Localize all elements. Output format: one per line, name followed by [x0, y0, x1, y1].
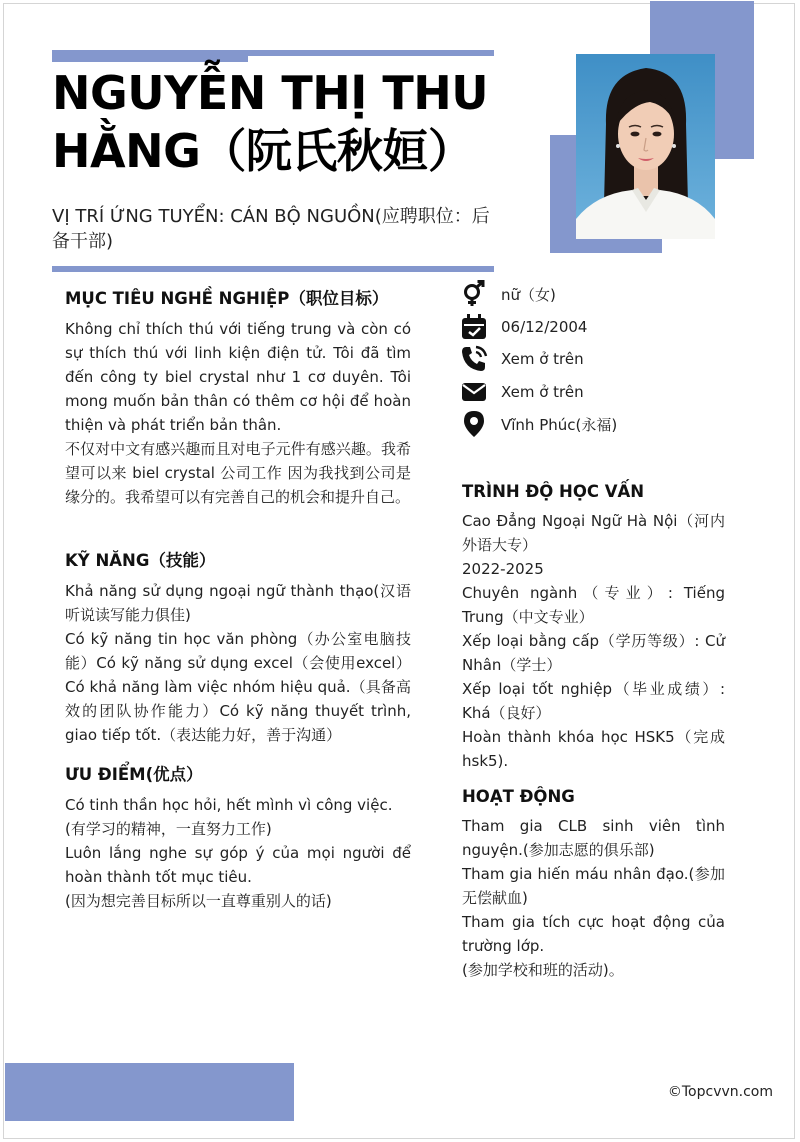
contact-birthdate: [460, 311, 760, 344]
skills-title: KỸ NĂNG（技能）: [65, 551, 216, 570]
activities-item: Tham gia tích cực hoạt động của trường lớp.: [462, 913, 725, 955]
email-icon: [460, 378, 488, 406]
footer-accent-block: [5, 1063, 294, 1121]
activities-item: Tham gia hiến máu nhân đạo.(参加无偿献血): [462, 865, 725, 907]
header-divider: [52, 266, 494, 272]
education-section: [462, 482, 725, 773]
education-item: Xếp loại bằng cấp（学历等级）: Cử Nhân（学士）: [462, 632, 725, 674]
footer-copyright[interactable]: ©Topcvvn.com: [667, 1084, 773, 1100]
skills-section: [65, 547, 411, 747]
contact-address: [460, 408, 760, 441]
strengths-title: ƯU ĐIỂM(优点）: [65, 765, 203, 784]
candidate-name: NGUYỄN THỊ THU HẰNG（阮氏秋姮）: [52, 66, 489, 178]
strengths-section: [65, 761, 411, 913]
activities-item: Tham gia CLB sinh viên tình nguyện.(参加志愿的俱乐部): [462, 817, 725, 859]
education-title: TRÌNH ĐỘ HỌC VẤN: [462, 482, 645, 501]
email-text: Xem ở trên: [501, 382, 584, 401]
contact-gender: [460, 278, 760, 311]
objective-title: MỤC TIÊU NGHỀ NGHIỆP（职位目标）: [65, 289, 389, 308]
applied-position: VỊ TRÍ ỨNG TUYỂN: CÁN BỘ NGUỒN(应聘职位：后备干部): [52, 206, 490, 252]
contact-phone: [460, 343, 760, 376]
contact-info: [460, 278, 760, 441]
education-item: Cao Đẳng Ngoại Ngữ Hà Nội（河内外语大专）: [462, 512, 725, 554]
phone-text: Xem ở trên: [501, 350, 584, 369]
activities-section: [462, 787, 725, 982]
contact-email: [460, 376, 760, 409]
calendar-icon: [460, 313, 488, 341]
education-item: Xếp loại tốt nghiệp（毕业成绩）: Khá（良好）: [462, 680, 725, 722]
profile-photo: [576, 54, 715, 239]
phone-icon: [460, 345, 488, 373]
strengths-item: Luôn lắng nghe sự góp ý của mọi người để hoàn thành tốt mục tiêu.: [65, 844, 411, 886]
education-item: Hoàn thành khóa học HSK5（完成hsk5).: [462, 728, 725, 770]
header-top-bar: [52, 50, 248, 62]
gender-text: nữ（女): [501, 285, 556, 304]
objective-text-zh: 不仅对中文有感兴趣而且对电子元件有感兴趣。我希望可以来 biel crystal 公司工作 因为我找到公司是缘分的。我希望可以有完善自己的机会和提升自己。: [65, 440, 411, 506]
address-text: Vĩnh Phúc(永福): [501, 415, 618, 434]
strengths-item: Có tinh thần học hỏi, hết mình vì công việc.: [65, 796, 393, 814]
education-item: Chuyên ngành（专业）: Tiếng Trung（中文专业）: [462, 584, 725, 626]
activities-item: (参加学校和班的活动)。: [462, 961, 624, 979]
gender-icon: [460, 280, 488, 308]
location-icon: [460, 410, 488, 438]
education-item: 2022-2025: [462, 560, 544, 578]
activities-title: HOẠT ĐỘNG: [462, 787, 575, 806]
objective-section: [65, 285, 411, 509]
skills-item: Khả năng sử dụng ngoại ngữ thành thạo(汉语听说读写能力俱佳): [65, 582, 411, 624]
birthdate-text: 06/12/2004: [501, 317, 588, 336]
skills-item: Có kỹ năng tin học văn phòng（办公室电脑技能）Có kỹ năng sử dụng excel（会使用excel）Có khả năng làm việc nhóm hiệu quả.（具备高效的团队协作能力）Có kỹ năng thuyết trình, giao tiếp tốt.（表达能力好，善于沟通）: [65, 630, 411, 744]
strengths-item: (因为想完善目标所以一直尊重别人的话): [65, 892, 332, 910]
objective-text-vi: Không chỉ thích thú với tiếng trung và còn có sự thích thú với linh kiện điện tử. Tôi đã tìm đến công ty biel crystal như 1 cơ duyên. Tôi mong muốn bản thân có thêm cơ hội để hoàn thiện và phát triển bản thân.: [65, 320, 411, 434]
strengths-item: (有学习的精神，一直努力工作): [65, 820, 272, 838]
